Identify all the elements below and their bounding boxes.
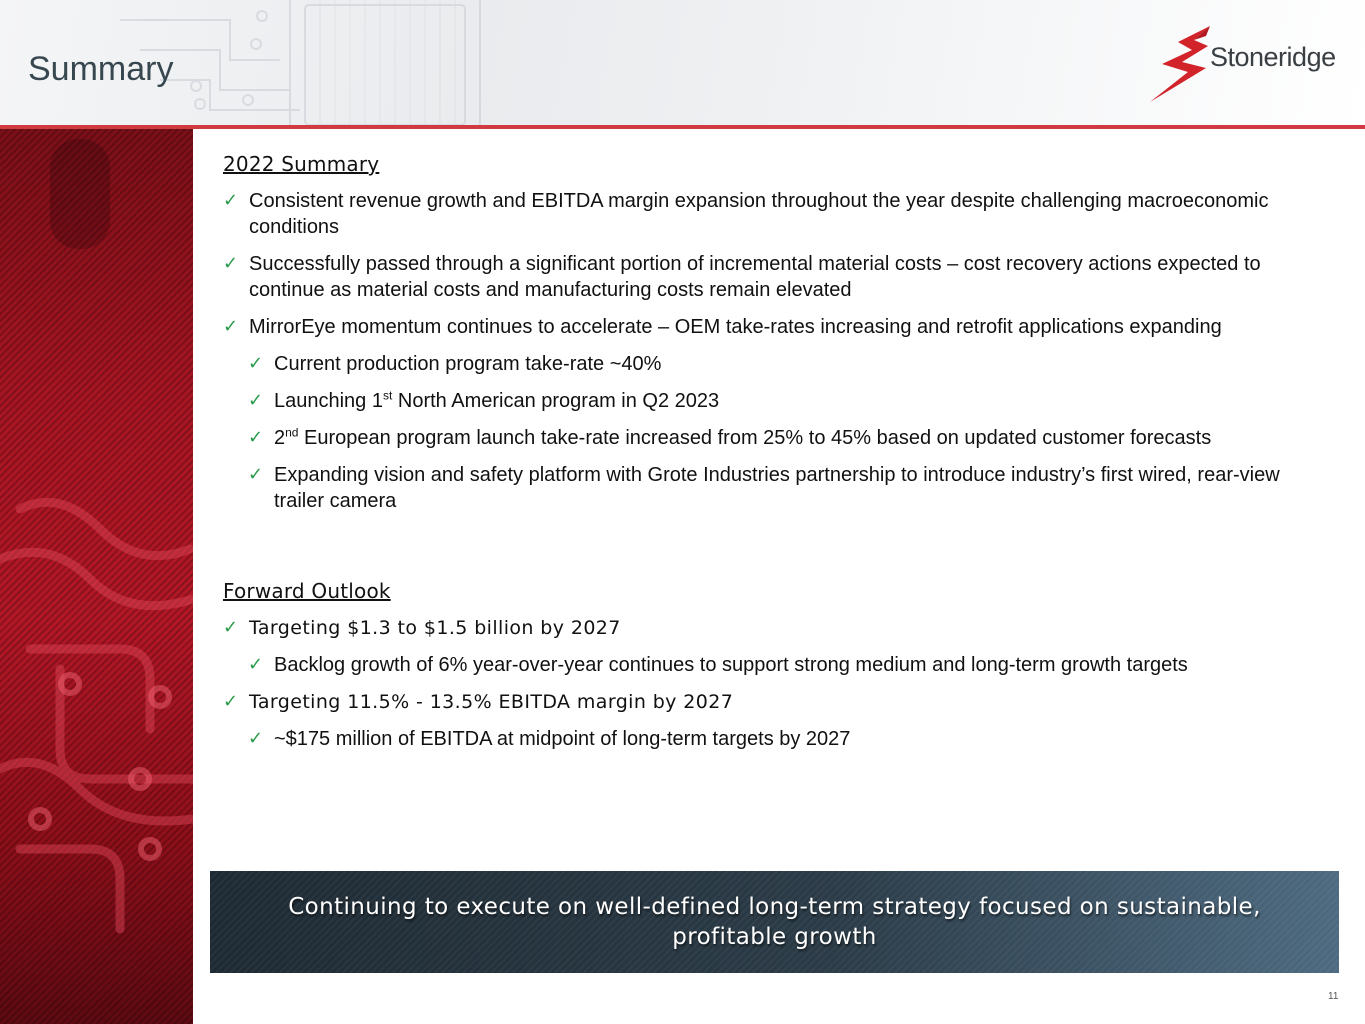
strategy-banner (210, 871, 1339, 973)
check-icon: ✓ (223, 316, 239, 337)
text-segment: Launching 1 (274, 390, 383, 412)
logo-text: Stoneridge (1210, 42, 1336, 72)
page-title: Summary (28, 50, 174, 88)
slide-content (223, 152, 1333, 763)
sub-bullet-text: Current production program take-rate ~40% (274, 353, 662, 375)
stoneridge-s-logo-icon (1148, 24, 1218, 104)
outlook-bullet (223, 689, 1333, 715)
ordinal-suffix: nd (285, 425, 299, 440)
summary-heading: 2022 Summary (223, 152, 380, 176)
outlook-sub-bullet (248, 726, 1333, 752)
section-spacer (223, 525, 1333, 579)
text-segment: North American program in Q2 2023 (392, 390, 720, 412)
summary-bullet (223, 188, 1333, 240)
decorative-sidebar (0, 129, 193, 1024)
bullet-text: Targeting $1.3 to $1.5 billion by 2027 (249, 617, 621, 639)
summary-bullet (223, 251, 1333, 303)
check-icon: ✓ (223, 190, 239, 211)
bullet-text: Consistent revenue growth and EBITDA margin expansion throughout the year despite challenging macroeconomic conditions (249, 190, 1269, 238)
summary-sub-bullet (248, 462, 1333, 514)
check-icon: ✓ (223, 253, 239, 274)
check-icon: ✓ (248, 353, 264, 374)
check-icon: ✓ (223, 617, 239, 638)
sub-bullet-text (274, 427, 1211, 449)
check-icon: ✓ (248, 427, 264, 448)
check-icon: ✓ (248, 654, 264, 675)
outlook-bullet (223, 615, 1333, 641)
bullet-text: Successfully passed through a significant portion of incremental material costs – cost recovery actions expected to continue as material costs and manufacturing costs remain elevated (249, 253, 1261, 301)
check-icon: ✓ (223, 691, 239, 712)
bullet-text: Targeting 11.5% - 13.5% EBITDA margin by 2027 (249, 691, 734, 713)
header (0, 0, 1365, 126)
stoneridge-logo (1148, 24, 1338, 104)
text-segment: European program launch take-rate increased from 25% to 45% based on updated customer forecasts (298, 427, 1212, 449)
bullet-text: MirrorEye momentum continues to accelerate – OEM take-rates increasing and retrofit applications expanding (249, 316, 1222, 338)
sub-bullet-text: ~$175 million of EBITDA at midpoint of long-term targets by 2027 (274, 728, 851, 750)
sub-bullet-text (274, 390, 719, 412)
outlook-sub-bullet (248, 652, 1333, 678)
ordinal-suffix: st (382, 388, 393, 403)
sub-bullet-text: Expanding vision and safety platform with Grote Industries partnership to introduce industry’s first wired, rear-view trailer camera (274, 464, 1280, 512)
header-divider (0, 125, 1365, 129)
banner-text: Continuing to execute on well-defined long-term strategy focused on sustainable, profitable growth (288, 894, 1261, 950)
check-icon: ✓ (248, 728, 264, 749)
summary-sub-bullet (248, 351, 1333, 377)
page-number: 11 (1328, 991, 1339, 1002)
summary-sub-bullet (248, 425, 1333, 451)
check-icon: ✓ (248, 390, 264, 411)
check-icon: ✓ (248, 464, 264, 485)
sub-bullet-text: Backlog growth of 6% year-over-year continues to support strong medium and long-term growth targets (274, 654, 1188, 676)
circuit-pattern-graphic (0, 129, 193, 1024)
summary-bullet (223, 314, 1333, 340)
outlook-heading: Forward Outlook (223, 579, 391, 603)
summary-sub-bullet (248, 388, 1333, 414)
text-segment: 2 (274, 427, 286, 449)
